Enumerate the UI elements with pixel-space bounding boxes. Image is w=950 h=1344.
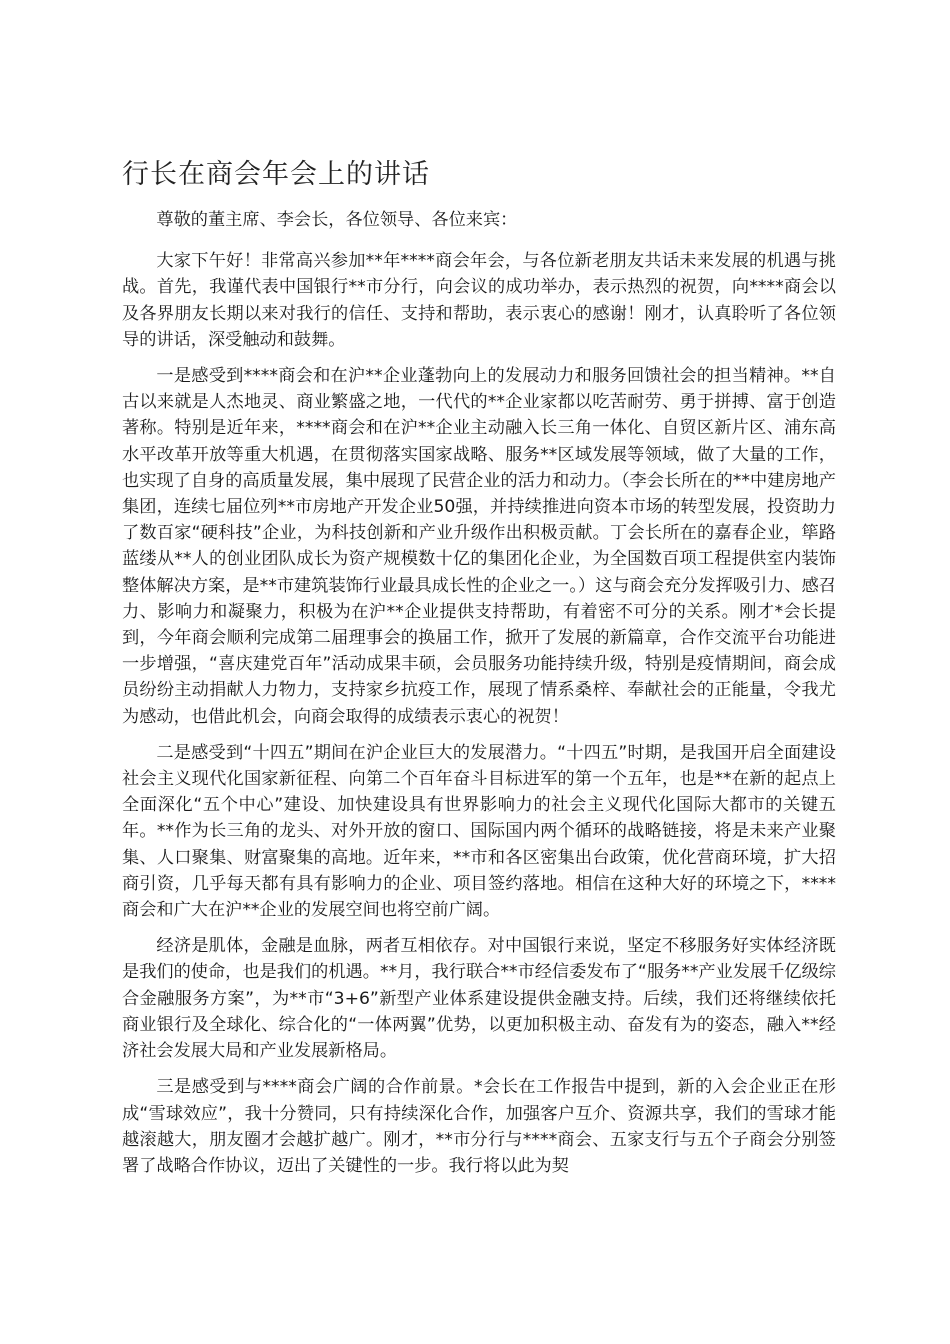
third-point-paragraph: 三是感受到与****商会广阔的合作前景。*会长在工作报告中提到，新的入会企业正在形成“雪球效应”，我十分赞同，只有持续深化合作，加强客户互介、资源共享，我们的雪球才能越滚越大，朋友圈才会越扩越广。刚才，**市分行与****商会、五家支行与五个子商会分别签署了战略合作协议，迈出了关键性的一步。我行将以此为契 [122, 1077, 836, 1176]
first-point-paragraph: 一是感受到****商会和在沪**企业蓬勃向上的发展动力和服务回馈社会的担当精神。**自古以来就是人杰地灵、商业繁盛之地，一代代的**企业家都以吃苦耐劳、勇于拼搏、富于创造著称。特别是近年来，****商会和在沪**企业主动融入长三角一体化、自贸区新片区、浦东高水平改革开放等重大机遇，在贯彻落实国家战略、服务**区域发展等领域，做了大量的工作，也实现了自身的高质量发展，集中展现了民营企业的活力和动力。（李会长所在的**中建房地产集团，连续七届位列**市房地产开发企业50强，并持续推进向资本市场的转型发展，投资助力了数百家“硬科技”企业，为科技创新和产业升级作出积极贡献。丁会长所在的嘉春企业，筚路蓝缕从**人的创业团队成长为资产规模数十亿的集团化企业，为全国数百项工程提供室内装饰整体解决方案，是**市建筑装饰行业最具成长性的企业之一。）这与商会充分发挥吸引力、感召力、影响力和凝聚力，积极为在沪**企业提供支持帮助，有着密不可分的关系。刚才*会长提到，今年商会顺利完成第二届理事会的换届工作，掀开了发展的新篇章，合作交流平台功能进一步增强，“喜庆建党百年”活动成果丰硕，会员服务功能持续升级，特别是疫情期间，商会成员纷纷主动捐献人力物力，支持家乡抗疫工作，展现了情系桑梓、奉献社会的正能量，令我尤为感动，也借此机会，向商会取得的成绩表示衷心的祝贺！ [122, 366, 836, 727]
second-point-paragraph: 二是感受到“十四五”期间在沪企业巨大的发展潜力。“十四五”时期，是我国开启全面建设社会主义现代化国家新征程、向第二个百年奋斗目标进军的第一个五年，也是**在新的起点上全面深化“五个中心”建设、加快建设具有世界影响力的社会主义现代化国际大都市的关键五年。**作为长三角的龙头、对外开放的窗口、国际国内两个循环的战略链接，将是未来产业聚集、人口聚集、财富聚集的高地。近年来，**市和各区密集出台政策，优化营商环境，扩大招商引资，几乎每天都有具有影响力的企业、项目签约落地。相信在这种大好的环境之下，****商会和广大在沪**企业的发展空间也将空前广阔。 [122, 742, 836, 921]
economy-finance-paragraph: 经济是肌体，金融是血脉，两者互相依存。对中国银行来说，坚定不移服务好实体经济既是我们的使命，也是我们的机遇。**月，我行联合**市经信委发布了“服务**产业发展千亿级综合金融服务方案”，为**市“3+6”新型产业体系建设提供金融支持。后续，我们还将继续依托商业银行及全球化、综合化的“一体两翼”优势，以更加积极主动、奋发有为的姿态，融入**经济社会发展大局和产业发展新格局。 [122, 936, 836, 1062]
document-body [122, 207, 836, 1189]
salutation-paragraph: 尊敬的董主席、李会长，各位领导、各位来宾： [156, 210, 518, 230]
document-title: 行长在商会年会上的讲话 [122, 159, 430, 190]
greeting-paragraph: 大家下午好！非常高兴参加**年****商会年会，与各位新老朋友共话未来发展的机遇与挑战。首先，我谨代表中国银行**市分行，向会议的成功举办，表示热烈的祝贺，向****商会以及各界朋友长期以来对我行的信任、支持和帮助，表示衷心的感谢！刚才，认真聆听了各位领导的讲话，深受触动和鼓舞。 [122, 251, 836, 350]
